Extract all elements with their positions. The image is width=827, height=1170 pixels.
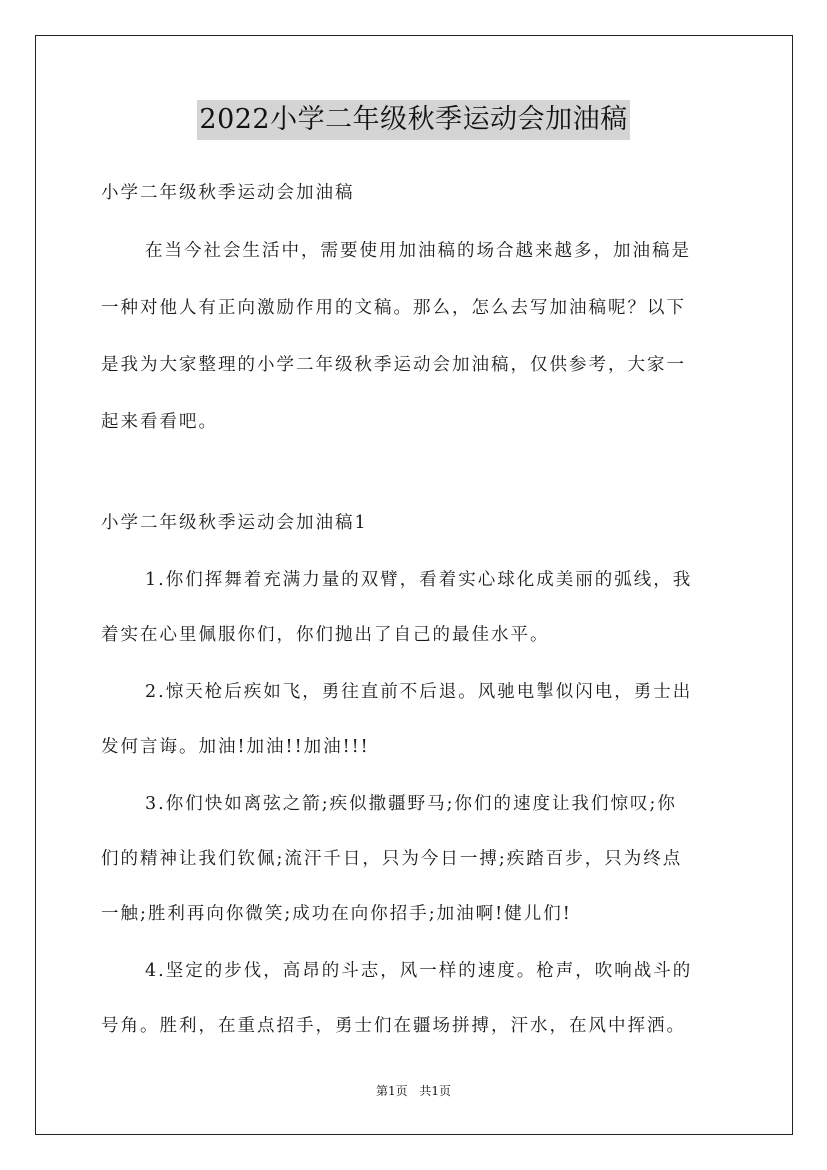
intro-line: 是我为大家整理的小学二年级秋季运动会加油稿，仅供参考，大家一 xyxy=(101,355,686,375)
total-pages: 共1页 xyxy=(419,1084,452,1098)
item-line: 着实在心里佩服你们，你们抛出了自己的最佳水平。 xyxy=(101,625,550,645)
item-line: 一触;胜利再向你微笑;成功在向你招手;加油啊!健儿们! xyxy=(101,904,572,924)
intro-line: 起来看看吧。 xyxy=(101,412,218,432)
item-line: 3.你们快如离弦之箭;疾似撒疆野马;你们的速度让我们惊叹;你 xyxy=(145,794,677,814)
list-item xyxy=(101,674,727,765)
page-footer xyxy=(0,1082,827,1099)
intro-line: 在当今社会生活中，需要使用加油稿的场合越来越多，加油稿是 xyxy=(145,241,691,261)
item-line: 们的精神让我们钦佩;流汗千日，只为今日一搏;疾踏百步，只为终点 xyxy=(101,849,683,869)
intro-line: 一种对他人有正向激励作用的文稿。那么，怎么去写加油稿呢？以下 xyxy=(101,298,686,318)
list-item xyxy=(101,786,727,932)
title-container xyxy=(0,100,827,140)
item-line: 1.你们挥舞着充满力量的双臂，看着实心球化成美丽的弧线，我 xyxy=(145,570,693,590)
item-line: 号角。胜利，在重点招手，勇士们在疆场拼搏，汗水，在风中挥洒。 xyxy=(101,1016,686,1036)
list-item xyxy=(101,562,727,653)
document-title: 2022小学二年级秋季运动会加油稿 xyxy=(197,100,629,140)
item-line: 2.惊天枪后疾如飞，勇往直前不后退。风驰电掣似闪电，勇士出 xyxy=(145,682,693,702)
document-subtitle: 小学二年级秋季运动会加油稿 xyxy=(101,183,355,203)
intro-paragraph xyxy=(101,233,727,440)
section-heading: 小学二年级秋季运动会加油稿1 xyxy=(101,513,368,533)
item-line: 4.坚定的步伐，高昂的斗志，风一样的速度。枪声，吹响战斗的 xyxy=(145,961,693,981)
item-line: 发何言诲。加油!加油!!加油!!! xyxy=(101,737,370,757)
document-body xyxy=(101,175,727,1044)
list-item xyxy=(101,953,727,1044)
page-number: 第1页 xyxy=(375,1084,408,1098)
